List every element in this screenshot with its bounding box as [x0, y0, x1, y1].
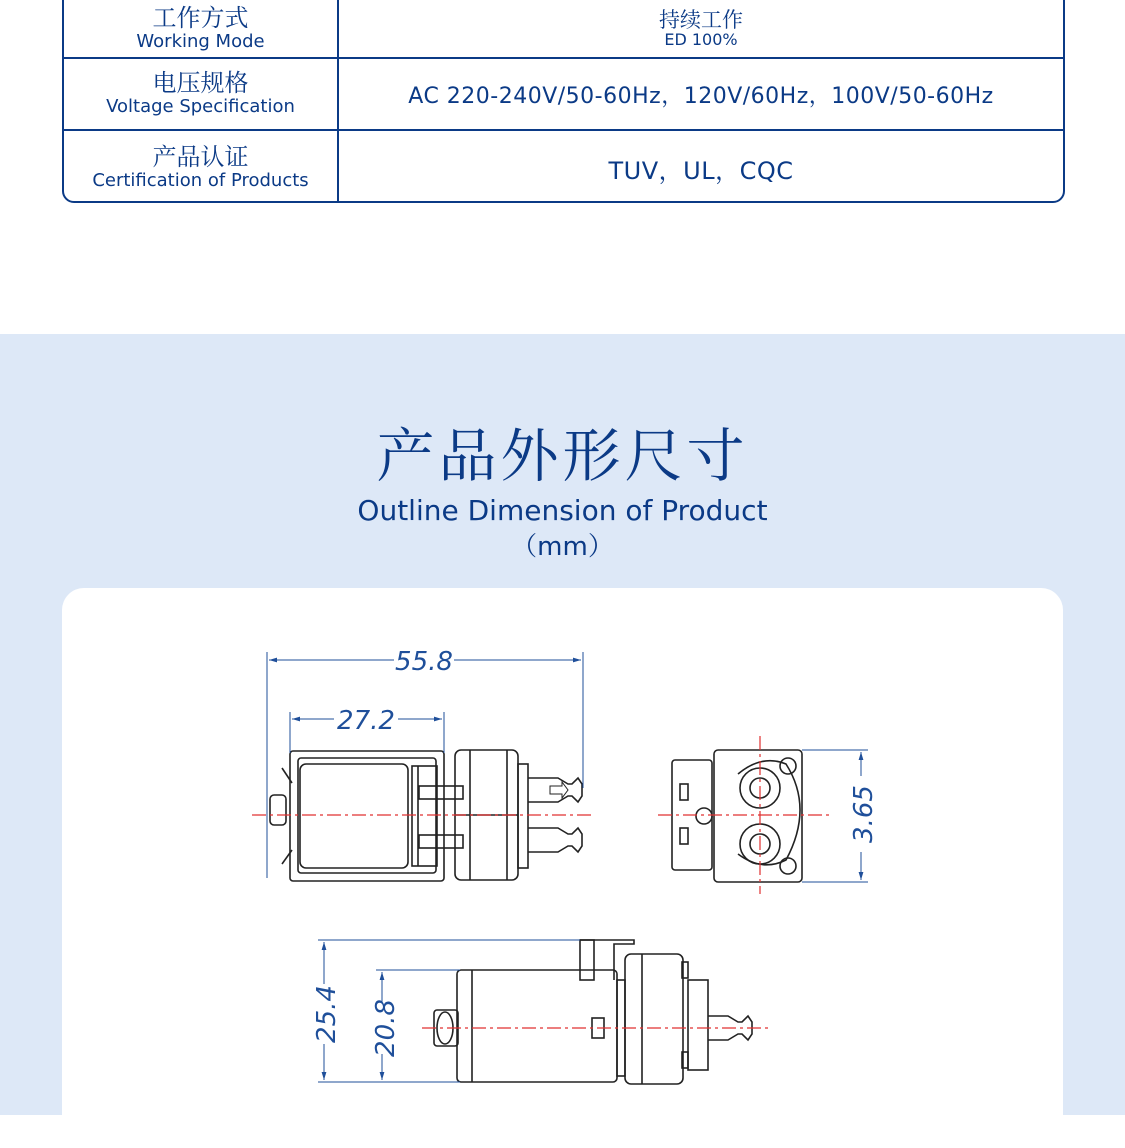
- dimension-overall-length: [267, 647, 583, 878]
- spec-table: [62, 0, 1065, 203]
- dimension-label: 3.65: [849, 785, 879, 843]
- spec-label-zh: 产品认证: [152, 143, 249, 171]
- spec-label-en: Voltage Specification: [106, 96, 295, 117]
- dimension-coil-length: [290, 706, 444, 753]
- dimension-label: 27.2: [337, 706, 395, 736]
- drawing-card: [62, 588, 1063, 1148]
- spec-row-certification: [64, 129, 1063, 203]
- front-view-drawing: [434, 940, 752, 1084]
- spec-value-sub: ED 100%: [664, 29, 738, 49]
- section-title-en: Outline Dimension of Product: [357, 494, 768, 527]
- spec-label-zh: 电压规格: [152, 69, 249, 97]
- dimension-label: 20.8: [371, 999, 401, 1057]
- spec-row-voltage: [64, 57, 1063, 129]
- spec-value: AC 220-240V/50-60Hz，120V/60Hz，100V/50-60Hz: [408, 83, 994, 109]
- spec-row-working-mode: [64, 0, 1063, 57]
- dimension-label: 25.4: [312, 985, 342, 1043]
- section-title-zh: 产品外形尺寸: [376, 422, 749, 490]
- spec-label-cell: [64, 131, 339, 203]
- spec-value: TUV，UL，CQC: [608, 156, 794, 185]
- technical-drawing: [62, 588, 1063, 1115]
- spec-label-cell: [64, 0, 339, 57]
- dimension-port-spacing: [802, 750, 879, 882]
- spec-label-cell: [64, 59, 339, 129]
- dimension-section: [0, 334, 1125, 1115]
- spec-value-cell: [339, 0, 1063, 57]
- spec-label-en: Certification of Products: [92, 170, 309, 191]
- end-view-drawing: [672, 750, 802, 882]
- dimension-label: 55.8: [395, 647, 453, 677]
- section-unit: （mm）: [511, 532, 614, 562]
- dimension-overall-height: [312, 940, 580, 1082]
- spec-value-zh: 持续工作: [659, 7, 743, 32]
- dimension-coil-height: [371, 970, 460, 1080]
- spec-value-cell: [339, 131, 1063, 203]
- spec-label-zh: 工作方式: [152, 3, 249, 32]
- spec-label-en: Working Mode: [136, 30, 265, 52]
- spec-value-cell: [339, 59, 1063, 129]
